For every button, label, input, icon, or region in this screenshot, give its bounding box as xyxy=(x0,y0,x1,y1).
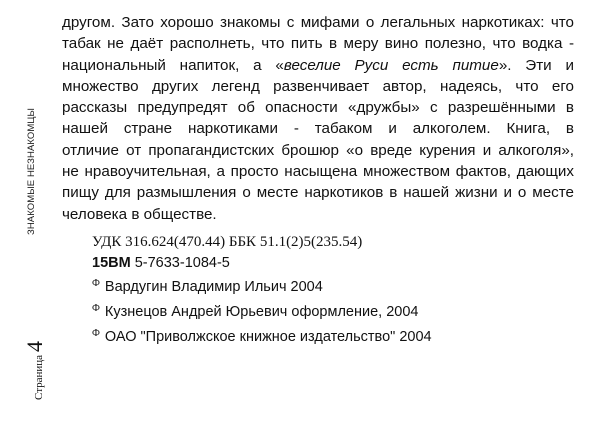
italic-quote: веселие Руси есть питие xyxy=(283,56,499,74)
copyright-text: Вардугин Владимир Ильич 2004 xyxy=(104,279,323,295)
isbn-number: 5-7633-1084-5 xyxy=(134,255,230,271)
body-line: множество других легенд развенчивает автор, надеясь, что его xyxy=(62,77,574,95)
udk-bbk-code: УДК 316.624(470.44) ББК 51.1(2)5(235.54) xyxy=(92,234,363,250)
page-number: 4 xyxy=(22,340,47,352)
body-line: нашей стране наркотиками - табаком и алкоголем. Книга, в xyxy=(62,120,574,138)
folio-word: Страница xyxy=(33,354,45,400)
body-text xyxy=(62,12,574,225)
running-head xyxy=(26,85,38,235)
copyright-mark: Ф xyxy=(92,278,100,289)
body-line-segment: ». Эти и xyxy=(498,56,574,74)
body-line: другом. Зато хорошо знакомы с мифами о легальных наркотиках: что xyxy=(62,14,574,31)
body-line: человека в обществе. xyxy=(62,205,217,223)
copyright-line xyxy=(92,273,512,298)
body-line: табак не даёт располнеть, что пить в меру вино полезно, что водка - xyxy=(62,35,574,53)
copyright-line xyxy=(92,298,512,323)
page-folio xyxy=(22,330,47,400)
imprint-block xyxy=(92,232,512,348)
copyright-mark: Ф xyxy=(92,328,100,339)
body-line: отличие от пропагандистских брошюр «о вреде курения и алкоголя», xyxy=(62,141,574,159)
body-line xyxy=(62,55,574,76)
isbn-label: 15ВМ xyxy=(92,255,131,271)
body-line: пищу для размышления о месте наркотиков в нашей жизни и о месте xyxy=(62,184,574,202)
copyright-text: ОАО "Приволжское книжное издательство" 2004 xyxy=(104,329,432,345)
body-line-segment: национальный напиток, а « xyxy=(62,56,284,74)
copyright-mark: Ф xyxy=(92,303,100,314)
body-line: рассказы предупредят об опасности «дружбы» с разрешёнными в xyxy=(62,99,574,117)
copyright-text: Кузнецов Андрей Юрьевич оформление, 2004 xyxy=(104,304,419,320)
copyright-line xyxy=(92,323,512,348)
body-line: не нравоучительная, а просто насыщена множеством фактов, дающих xyxy=(62,163,574,181)
isbn-line xyxy=(92,253,512,273)
running-head-text: ЗНАКОМЫЕ НЕЗНАКОМЦЫ xyxy=(26,107,37,235)
